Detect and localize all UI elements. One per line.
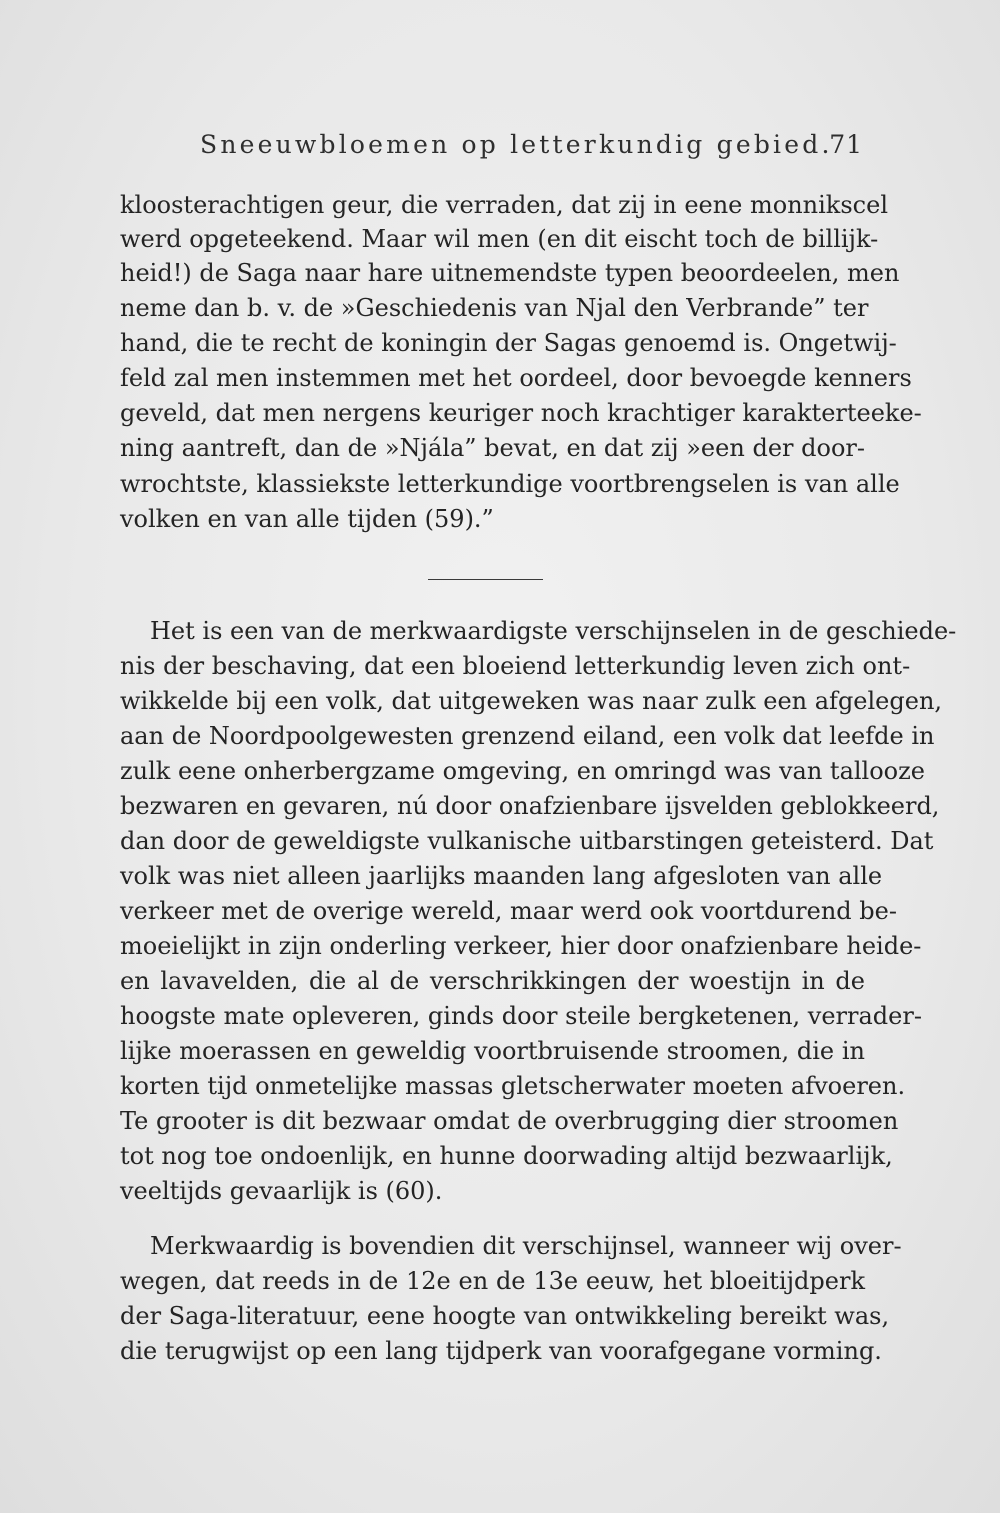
text-line: aan de Noordpoolgewesten grenzend eiland, een volk dat leefde in	[120, 722, 935, 750]
page-number: 71	[829, 130, 863, 159]
text-line: Merkwaardig is bovendien dit verschijnsel, wanneer wij over-	[150, 1232, 902, 1260]
running-title: Sneeuwbloemen op letterkundig gebied.	[200, 130, 833, 159]
text-line: wikkelde bij een volk, dat uitgeweken was naar zulk een afgelegen,	[120, 687, 943, 715]
text-line: werd opgeteekend. Maar wil men (en dit eischt toch de billijk-	[120, 225, 879, 253]
text-line: bezwaren en gevaren, nú door onafzienbare ijsvelden geblokkeerd,	[120, 792, 940, 820]
text-line: moeielijkt in zijn onderling verkeer, hier door onafzienbare heide-	[120, 932, 922, 960]
text-line: heid!) de Saga naar hare uitnemendste typen beoordeelen, men	[120, 259, 900, 287]
text-line: neme dan b. v. de »Geschiedenis van Njal den Verbrande” ter	[120, 294, 869, 322]
text-line: geveld, dat men nergens keuriger noch krachtiger karakterteeke-	[120, 399, 922, 427]
text-line: der Saga-literatuur, eene hoogte van ontwikkeling bereikt was,	[120, 1302, 890, 1330]
text-line: ning aantreft, dan de »Njála” bevat, en dat zij »een der door-	[120, 434, 865, 462]
text-line: Te grooter is dit bezwaar omdat de overbrugging dier stroomen	[120, 1107, 899, 1135]
text-line: tot nog toe ondoenlijk, en hunne doorwading altijd bezwaarlijk,	[120, 1142, 893, 1170]
text-line: Het is een van de merkwaardigste verschijnselen in de geschiede-	[150, 617, 957, 645]
text-line: die terugwijst op een lang tijdperk van voorafgegane vorming.	[120, 1337, 882, 1365]
text-line: en lavavelden, die al de verschrikkingen der woestijn in de	[120, 967, 865, 995]
text-line: verkeer met de overige wereld, maar werd ook voortdurend be-	[120, 897, 897, 925]
text-line: hoogste mate opleveren, ginds door steile bergketenen, verrader-	[120, 1002, 922, 1030]
text-line: wrochtste, klassiekste letterkundige voortbrengselen is van alle	[120, 470, 900, 498]
text-line: veeltijds gevaarlijk is (60).	[120, 1177, 443, 1205]
text-line: volken en van alle tijden (59).”	[120, 505, 494, 533]
text-line: lijke moerassen en geweldig voortbruisende stroomen, die in	[120, 1037, 865, 1065]
text-line: korten tijd onmetelijke massas gletscherwater moeten afvoeren.	[120, 1072, 906, 1100]
text-line: nis der beschaving, dat een bloeiend letterkundig leven zich ont-	[120, 652, 911, 680]
text-line: dan door de geweldigste vulkanische uitbarstingen geteisterd. Dat	[120, 827, 934, 855]
text-line: feld zal men instemmen met het oordeel, door bevoegde kenners	[120, 364, 912, 392]
text-line: hand, die te recht de koningin der Sagas genoemd is. Ongetwij-	[120, 329, 897, 357]
section-divider	[428, 579, 543, 580]
text-line: wegen, dat reeds in de 12e en de 13e eeuw, het bloeitijdperk	[120, 1267, 865, 1295]
text-line: kloosterachtigen geur, die verraden, dat zij in eene monnikscel	[120, 191, 888, 219]
page-header	[200, 130, 863, 166]
text-line: volk was niet alleen jaarlijks maanden lang afgesloten van alle	[120, 862, 883, 890]
text-line: zulk eene onherbergzame omgeving, en omringd was van tallooze	[120, 757, 925, 785]
